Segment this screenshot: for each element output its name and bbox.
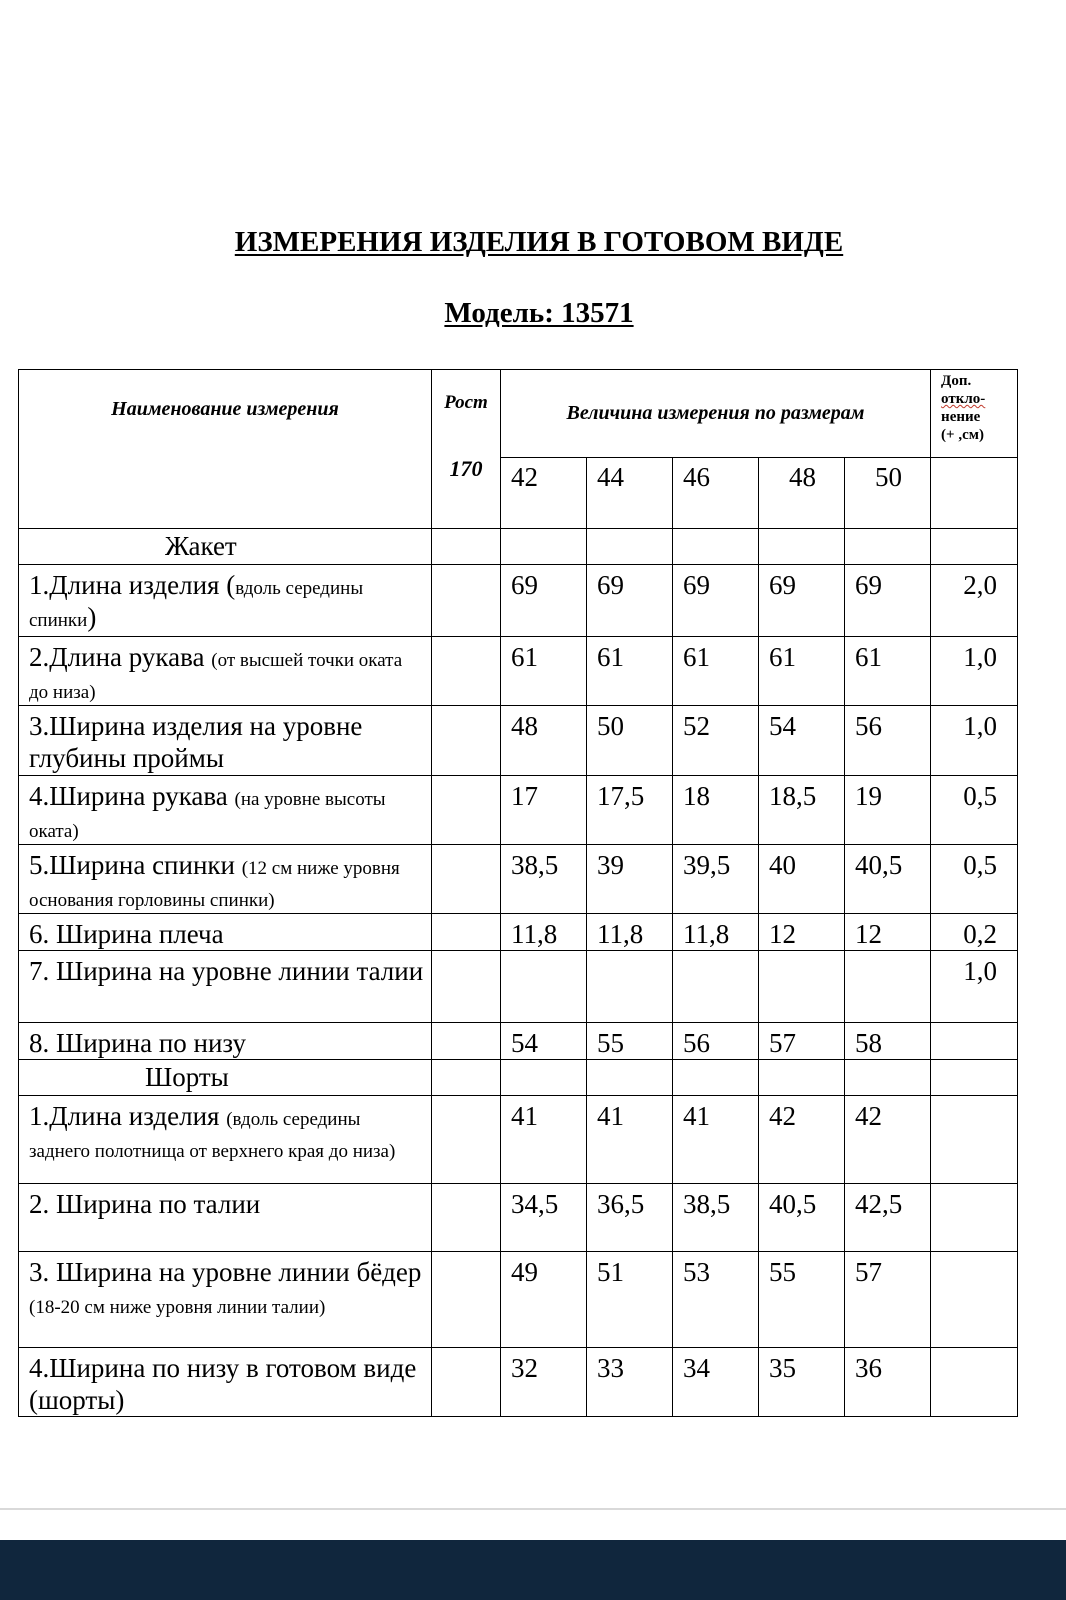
table-row	[19, 706, 1018, 776]
measurement-name: 5.Ширина спинки (12 см ниже уровня основания горловины спинки)	[19, 845, 432, 914]
value-cell: 52	[673, 706, 759, 776]
value-cell: 19	[845, 776, 931, 845]
value-cell	[673, 951, 759, 1023]
value-cell: 41	[587, 1096, 673, 1184]
value-cell: 42,5	[845, 1184, 931, 1252]
value-cell: 50	[587, 706, 673, 776]
rost-cell	[432, 1096, 501, 1184]
rost-cell	[432, 1252, 501, 1348]
measurement-note: (18-20 см ниже уровня линии талии)	[29, 1297, 326, 1318]
rost-cell	[432, 565, 501, 637]
measurement-name: 1.Длина изделия (вдоль середины заднего полотнища от верхнего края до низа)	[19, 1096, 432, 1184]
value-cell: 18	[673, 776, 759, 845]
measurement-name: 1.Длина изделия (вдоль середины спинки)	[19, 565, 432, 637]
value-cell: 61	[845, 637, 931, 706]
value-cell: 69	[845, 565, 931, 637]
value-cell: 53	[673, 1252, 759, 1348]
value-cell: 69	[673, 565, 759, 637]
table-row	[19, 565, 1018, 637]
value-cell: 38,5	[501, 845, 587, 914]
value-cell: 11,8	[673, 914, 759, 951]
value-cell: 36	[845, 1348, 931, 1417]
deviation-cell	[931, 1252, 1018, 1348]
value-cell: 61	[759, 637, 845, 706]
table-row	[19, 776, 1018, 845]
value-cell: 18,5	[759, 776, 845, 845]
deviation-cell: 1,0	[931, 637, 1018, 706]
header-name: Наименование измерения	[19, 370, 432, 529]
value-cell: 11,8	[587, 914, 673, 951]
value-cell: 48	[501, 706, 587, 776]
value-cell	[501, 951, 587, 1023]
value-cell: 40	[759, 845, 845, 914]
deviation-cell	[931, 1184, 1018, 1252]
footer-bar	[0, 1540, 1066, 1600]
value-cell: 58	[845, 1023, 931, 1060]
value-cell: 54	[759, 706, 845, 776]
value-cell: 34	[673, 1348, 759, 1417]
measurement-name: 7. Ширина на уровне линии талии	[19, 951, 432, 1023]
value-cell: 69	[501, 565, 587, 637]
deviation-cell	[931, 1348, 1018, 1417]
rost-cell	[432, 914, 501, 951]
value-cell: 34,5	[501, 1184, 587, 1252]
deviation-cell: 1,0	[931, 706, 1018, 776]
section-shorts: Шорты	[19, 1060, 432, 1096]
table-row	[19, 1023, 1018, 1060]
value-cell: 40,5	[845, 845, 931, 914]
size-header: 42	[501, 458, 587, 529]
value-cell: 33	[587, 1348, 673, 1417]
value-cell: 41	[501, 1096, 587, 1184]
measurement-name: 3.Ширина изделия на уровне глубины проймы	[19, 706, 432, 776]
measurements-table	[18, 369, 1018, 1417]
footer-divider	[0, 1508, 1066, 1510]
value-cell: 41	[673, 1096, 759, 1184]
deviation-cell	[931, 1023, 1018, 1060]
value-cell: 49	[501, 1252, 587, 1348]
value-cell	[587, 951, 673, 1023]
value-cell: 57	[845, 1252, 931, 1348]
value-cell: 56	[845, 706, 931, 776]
model-number: Модель: 13571	[444, 297, 634, 329]
value-cell: 39,5	[673, 845, 759, 914]
rost-cell	[432, 1023, 501, 1060]
deviation-cell: 0,2	[931, 914, 1018, 951]
size-header: 48	[759, 458, 845, 529]
rost-cell	[432, 637, 501, 706]
measurement-note: (на уровне высоты оката)	[29, 789, 386, 842]
value-cell	[759, 951, 845, 1023]
value-cell: 57	[759, 1023, 845, 1060]
value-cell: 69	[587, 565, 673, 637]
deviation-cell	[931, 1096, 1018, 1184]
rost-cell	[432, 706, 501, 776]
value-cell: 40,5	[759, 1184, 845, 1252]
value-cell: 35	[759, 1348, 845, 1417]
measurement-name: 8. Ширина по низу	[19, 1023, 432, 1060]
value-cell: 11,8	[501, 914, 587, 951]
value-cell: 36,5	[587, 1184, 673, 1252]
value-cell: 55	[587, 1023, 673, 1060]
document-title: ИЗМЕРЕНИЯ ИЗДЕЛИЯ В ГОТОВОМ ВИДЕ	[234, 226, 844, 258]
value-cell: 12	[845, 914, 931, 951]
measurement-note: (12 см ниже уровня основания горловины спинки)	[29, 858, 400, 911]
table-row	[19, 951, 1018, 1023]
table-row	[19, 914, 1018, 951]
value-cell: 17,5	[587, 776, 673, 845]
table-row	[19, 1252, 1018, 1348]
value-cell: 56	[673, 1023, 759, 1060]
measurement-name: 4.Ширина рукава (на уровне высоты оката)	[19, 776, 432, 845]
size-header: 46	[673, 458, 759, 529]
measurement-note: вдоль середины спинки	[29, 578, 364, 631]
value-cell: 54	[501, 1023, 587, 1060]
value-cell: 69	[759, 565, 845, 637]
rost-cell	[432, 776, 501, 845]
table-row	[19, 637, 1018, 706]
value-cell: 61	[673, 637, 759, 706]
table-row	[19, 1184, 1018, 1252]
size-header: 50	[845, 458, 931, 529]
measurement-name: 4.Ширина по низу в готовом виде (шорты)	[19, 1348, 432, 1417]
value-cell: 51	[587, 1252, 673, 1348]
value-cell	[845, 951, 931, 1023]
measurement-name: 2.Длина рукава (от высшей точки оката до низа)	[19, 637, 432, 706]
value-cell: 61	[501, 637, 587, 706]
value-cell: 61	[587, 637, 673, 706]
header-deviation: Доп. откло- нение (+ ,см)	[931, 370, 1018, 458]
deviation-cell: 0,5	[931, 845, 1018, 914]
value-cell: 42	[845, 1096, 931, 1184]
table-row	[19, 1096, 1018, 1184]
rost-value: 170	[449, 456, 483, 481]
deviation-cell: 1,0	[931, 951, 1018, 1023]
deviation-cell: 2,0	[931, 565, 1018, 637]
measurement-note: (от высшей точки оката до низа)	[29, 650, 403, 703]
measurement-note: (вдоль середины заднего полотнища от верхнего края до низа)	[29, 1109, 396, 1162]
measurement-name: 6. Ширина плеча	[19, 914, 432, 951]
value-cell: 12	[759, 914, 845, 951]
measurement-name: 3. Ширина на уровне линии бёдер (18-20 см ниже уровня линии талии)	[19, 1252, 432, 1348]
table-row	[19, 1348, 1018, 1417]
section-jacket: Жакет	[19, 529, 432, 565]
header-rost	[432, 370, 501, 529]
table-row	[19, 845, 1018, 914]
header-sizes: Величина измерения по размерам	[501, 370, 931, 458]
rost-cell	[432, 845, 501, 914]
deviation-cell: 0,5	[931, 776, 1018, 845]
value-cell: 38,5	[673, 1184, 759, 1252]
measurement-name: 2. Ширина по талии	[19, 1184, 432, 1252]
rost-cell	[432, 1184, 501, 1252]
value-cell: 42	[759, 1096, 845, 1184]
value-cell: 17	[501, 776, 587, 845]
value-cell: 32	[501, 1348, 587, 1417]
rost-label: Рост	[444, 392, 488, 413]
rost-cell	[432, 1348, 501, 1417]
value-cell: 39	[587, 845, 673, 914]
rost-cell	[432, 951, 501, 1023]
size-header: 44	[587, 458, 673, 529]
value-cell: 55	[759, 1252, 845, 1348]
